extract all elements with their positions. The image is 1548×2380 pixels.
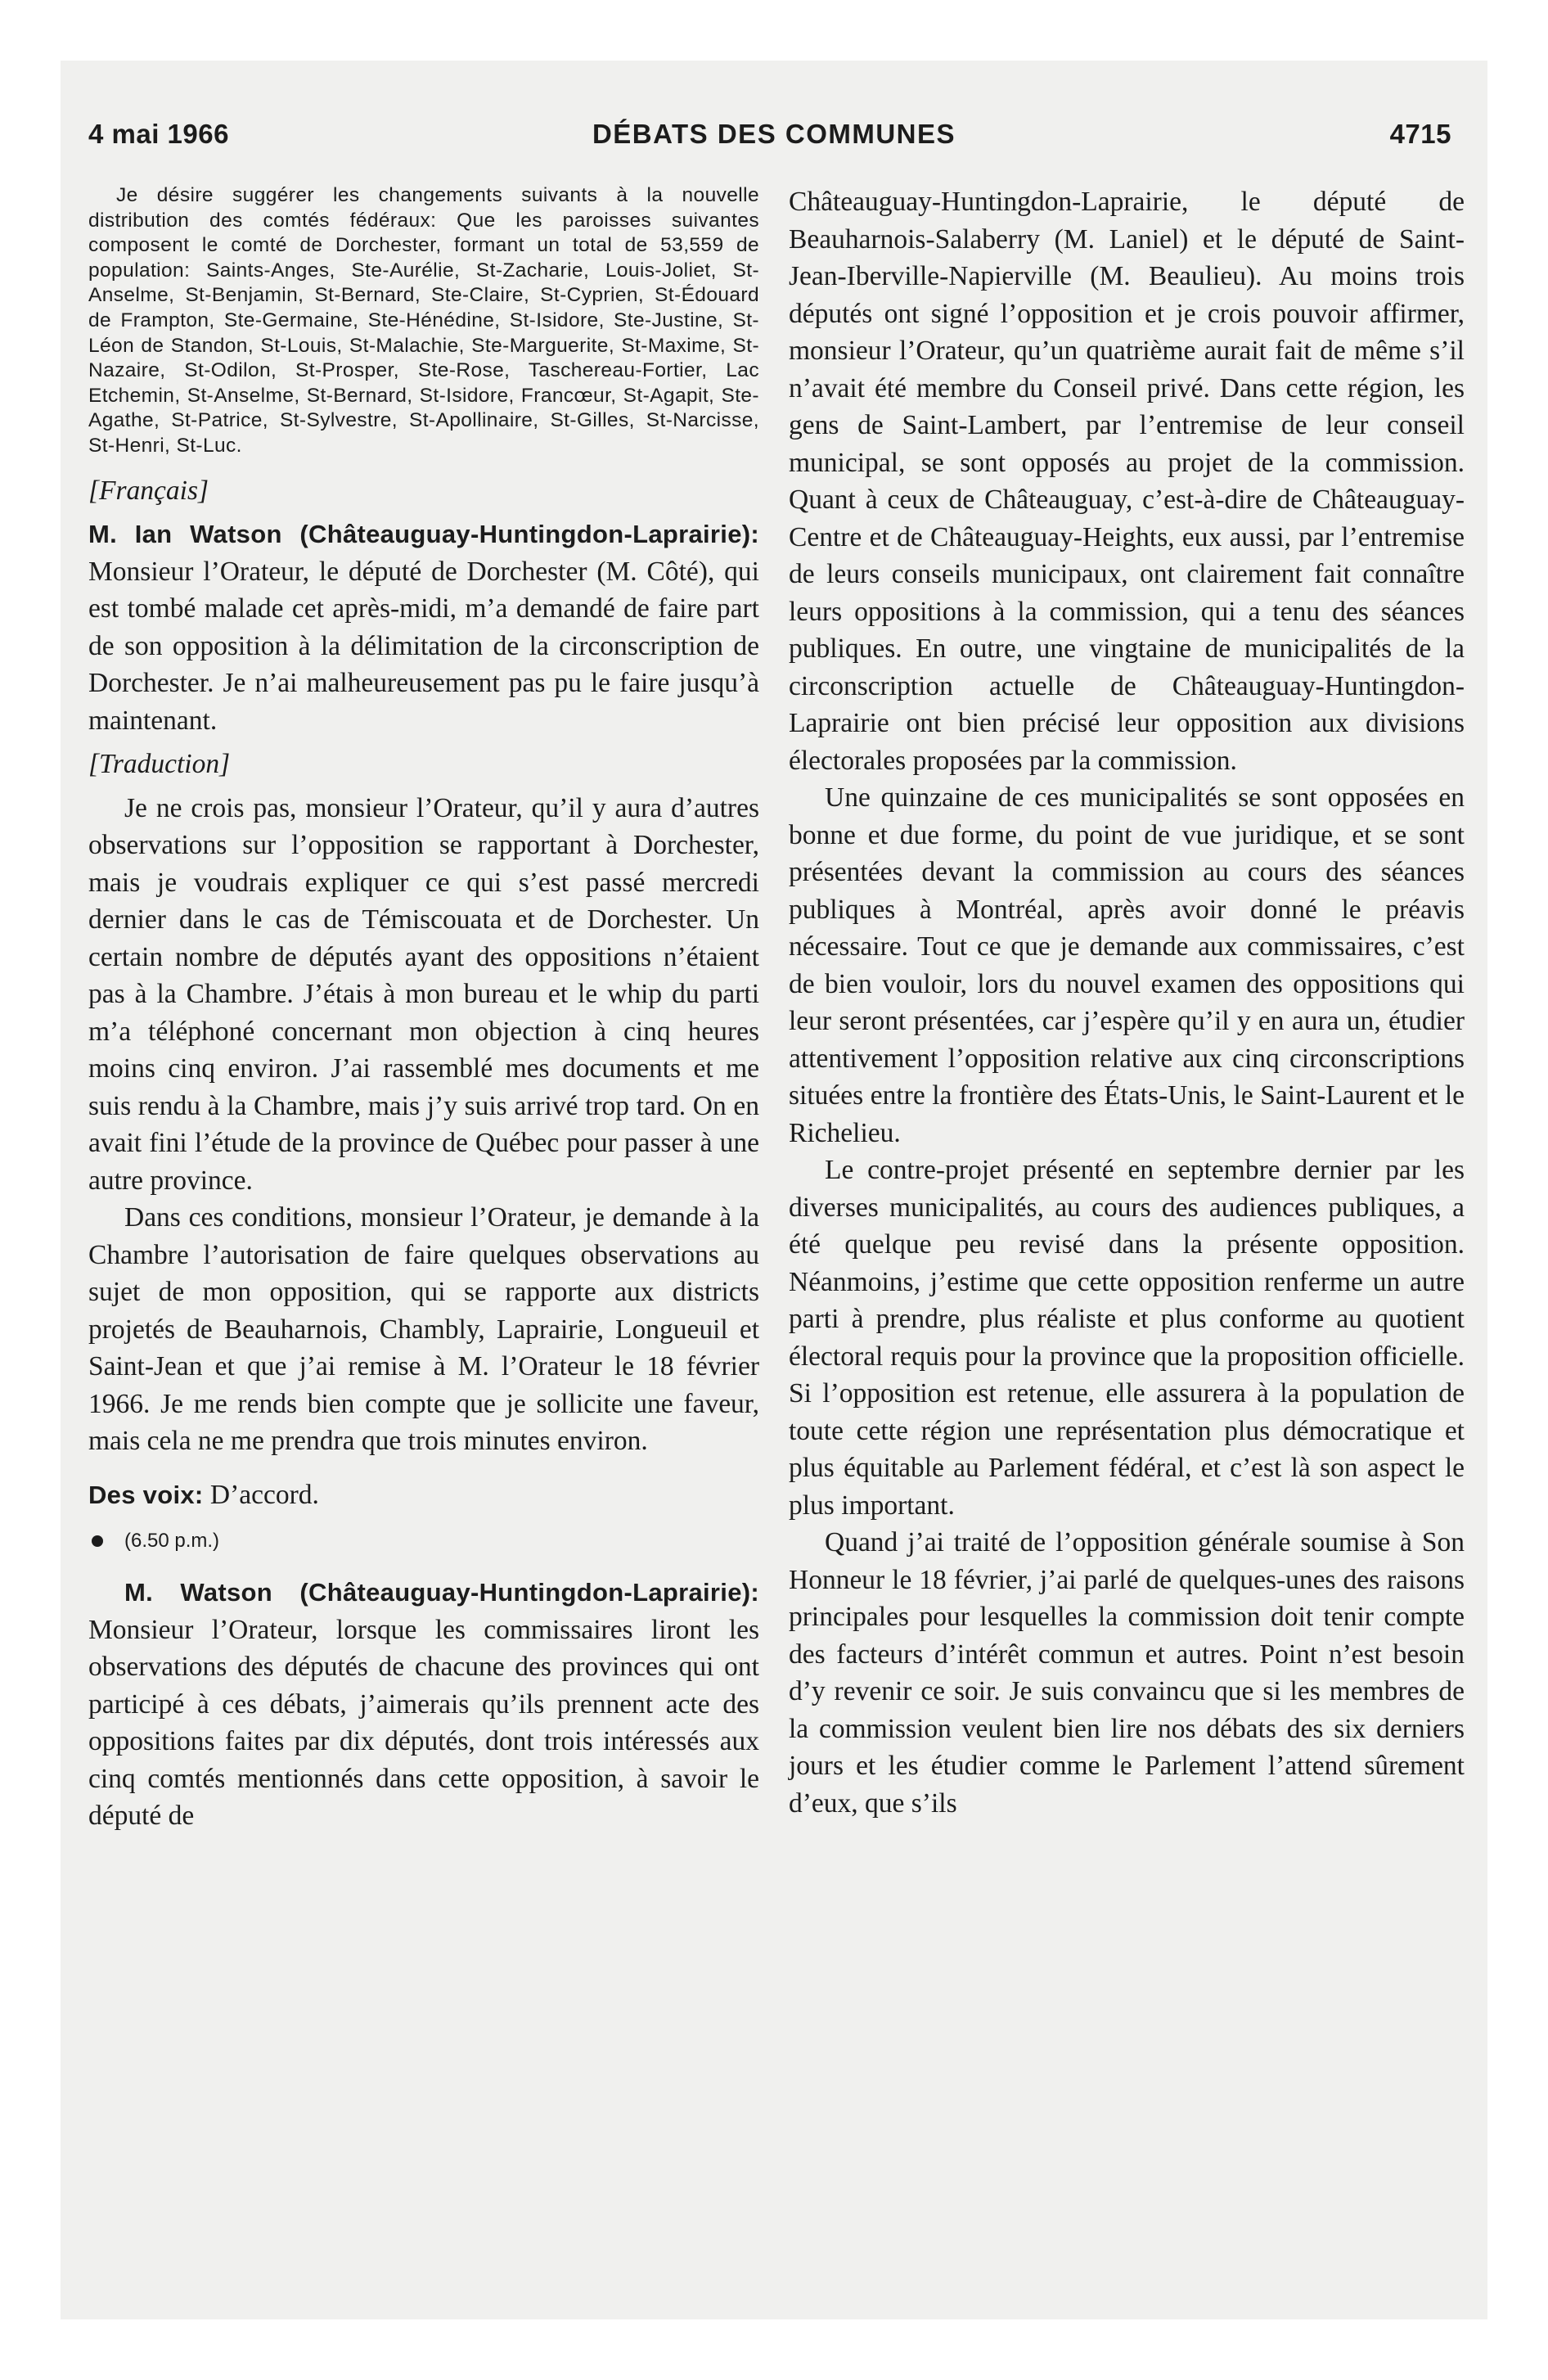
speaker-name: M. Ian Watson (Châteauguay-Huntingdon-Laprairie):	[88, 520, 759, 549]
voices-line	[88, 1476, 759, 1514]
speaker-name: M. Watson (Châteauguay-Huntingdon-Laprairie):	[124, 1578, 759, 1607]
speech-text: Monsieur l’Orateur, lorsque les commissaires liront les observations des députés de chacune des provinces qui ont participé à ces débats, j’aimerais qu’ils prennent acte des oppositions faites par dix députés, dont trois intéressés aux cinq comtés mentionnés dans cette opposition, à savoir le député de	[88, 1614, 759, 1832]
page-number: 4715	[1389, 119, 1451, 149]
speech-text: Monsieur l’Orateur, le député de Dorchester (M. Côté), qui est tombé malade cet après-midi, m’a demandé de faire part de son opposition à la délimitation de la circonscription de Dorchester. Je n’ai malheureusement pas pu le faire jusqu’à maintenant.	[88, 556, 759, 736]
header-date: 4 mai 1966	[88, 119, 229, 149]
header-title: DÉBATS DES COMMUNES	[592, 119, 956, 149]
intro-paragraph: Je désire suggérer les changements suivants à la nouvelle distribution des comtés fédéraux: Que les paroisses suivantes composent le comté de Dorchester, formant un total de 53,559 de population: Saints-Anges, Ste-Aurélie, St-Zacharie, Louis-Joliet, St-Anselme, St-Benjamin, St-Bernard, Ste-Claire, St-Cyprien, St-Édouard de Frampton, Ste-Germaine, Ste-Hénédine, St-Isidore, Ste-Justine, St-Léon de Standon, St-Louis, St-Malachie, Ste-Marguerite, St-Maxime, St-Nazaire, St-Odilon, St-Prosper, Ste-Rose, Taschereau-Fortier, Lac Etchemin, St-Anselme, St-Bernard, St-Isidore, Francœur, St-Agapit, Ste-Agathe, St-Patrice, St-Sylvestre, St-Apollinaire, St-Gilles, St-Narcisse, St-Henri, St-Luc.	[88, 184, 759, 457]
time-text: (6.50 p.m.)	[124, 1530, 220, 1553]
speech-1	[88, 516, 759, 739]
paragraph: Châteauguay-Huntingdon-Laprairie, le député de Beauharnois-Salaberry (M. Laniel) et le député de Saint-Jean-Iberville-Napierville (M. Beaulieu). Au moins trois députés ont signé l’opposition et je crois pouvoir affirmer, monsieur l’Orateur, qu’un quatrième aurait fait de même s’il n’avait été membre du Conseil privé. Dans cette région, les gens de Saint-Lambert, par l’entremise de leur conseil municipal, se sont opposés au projet de la commission. Quant à ceux de Châteauguay, c’est-à-dire de Châteauguay-Centre et de Châteauguay-Heights, eux aussi, par l’entremise de leurs conseils municipaux, ont clairement fait connaître leurs oppositions à la commission, qui a tenu des séances publiques. En outre, une vingtaine de municipalités de la circonscription actuelle de Châteauguay-Huntingdon-Laprairie ont bien précisé leur opposition aux divisions électorales proposées par la commission.	[789, 187, 1465, 776]
left-column	[88, 183, 759, 1835]
voices-text: D’accord.	[209, 1479, 319, 1510]
right-column	[789, 183, 1465, 1822]
paragraph: Une quinzaine de ces municipalités se sont opposées en bonne et due forme, du point de vue juridique, et se sont présentées devant la commission au cours des séances publiques à Montréal, après avoir donné le préavis nécessaire. Tout ce que je demande aux commissaires, c’est de bien vouloir, lors du nouvel examen des oppositions qui leur seront présentées, car j’espère qu’il y en aura un, étudier attentivement l’opposition relative aux cinq circonscriptions situées entre la frontière des États-Unis, le Saint-Laurent et le Richelieu.	[789, 782, 1465, 1148]
voices-label: Des voix:	[88, 1480, 204, 1509]
paragraph: Je ne crois pas, monsieur l’Orateur, qu’il y aura d’autres observations sur l’opposition se rapportant à Dorchester, mais je voudrais expliquer ce qui s’est passé mercredi dernier dans le cas de Témiscouata et de Dorchester. Un certain nombre de députés ayant des oppositions n’étaient pas à la Chambre. J’étais à mon bureau et le whip du parti m’a téléphoné concernant mon objection à cinq heures moins cinq environ. J’ai rassemblé mes documents et me suis rendu à la Chambre, mais j’y suis arrivé trop tard. On en avait fini l’étude de la province de Québec pour passer à une autre province.	[88, 792, 759, 1196]
time-marker	[88, 1525, 759, 1557]
language-marker-francais: [Français]	[88, 475, 209, 506]
page	[61, 61, 1487, 2319]
language-marker-traduction: [Traduction]	[88, 749, 231, 780]
paragraph: Le contre-projet présenté en septembre dernier par les diverses municipalités, au cours des audiences publiques, a été quelque peu revisé dans la présente opposition. Néanmoins, j’estime que cette opposition renferme un autre parti à prendre, plus réaliste et plus conforme au quotient électoral requis pour la province que la proposition officielle. Si l’opposition est retenue, elle assurera à la population de toute cette région une représentation plus démocratique et plus équitable au Parlement fédéral, et c’est là son aspect le plus important.	[789, 1155, 1465, 1521]
paragraph: Quand j’ai traité de l’opposition générale soumise à Son Honneur le 18 février, j’ai parlé de quelques-unes des raisons principales pour lesquelles la commission doit tenir compte des facteurs d’intérêt commun et autres. Point n’est besoin d’y revenir ce soir. Je suis convaincu que si les membres de la commission veulent bien lire nos débats des six derniers jours et les étudier comme le Parlement l’attend sûrement d’eux, que s’ils	[789, 1527, 1465, 1819]
bullet-icon	[92, 1535, 103, 1547]
paragraph: Dans ces conditions, monsieur l’Orateur, je demande à la Chambre l’autorisation de faire quelques observations au sujet de mon opposition, qui se rapporte aux districts projetés de Beauharnois, Chambly, Laprairie, Longueuil et Saint-Jean et que j’ai remise à M. l’Orateur le 18 février 1966. Je me rends bien compte que je sollicite une faveur, mais cela ne me prendra que trois minutes environ.	[88, 1202, 759, 1457]
speech-2	[88, 1574, 759, 1835]
